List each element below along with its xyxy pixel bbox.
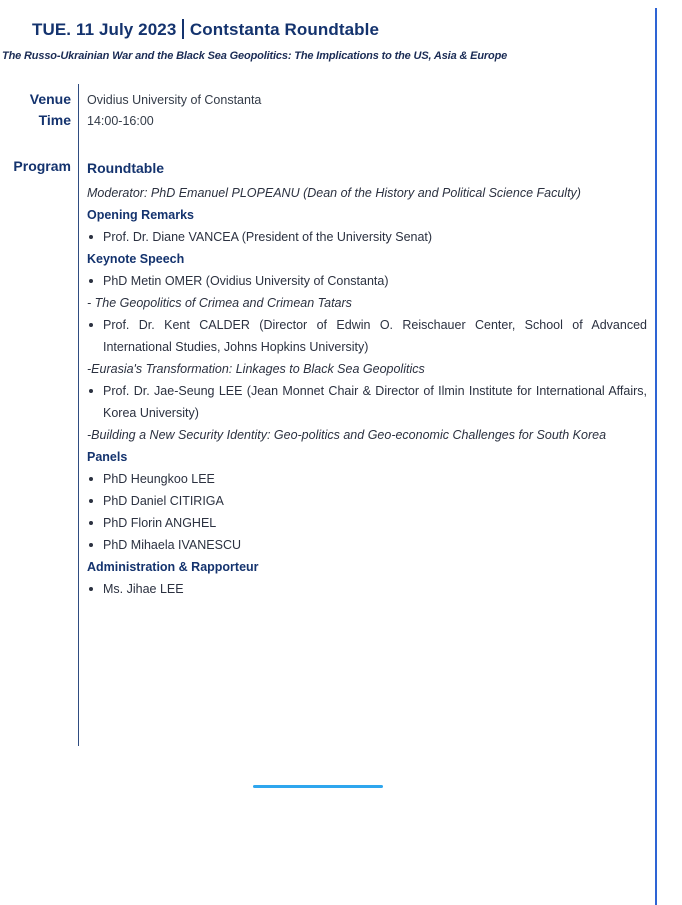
event-date: TUE. 11 July 2023 bbox=[32, 20, 177, 39]
keynote-talk-title: -Building a New Security Identity: Geo-politics and Geo-economic Challenges for South Korea bbox=[87, 428, 607, 442]
list-item: PhD Florin ANGHEL bbox=[87, 512, 647, 534]
list-item: PhD Mihaela IVANESCU bbox=[87, 534, 647, 556]
keynote-speaker: Prof. Dr. Jae-Seung LEE (Jean Monnet Chair & Director of Ilmin Institute for International Affairs, Korea University) bbox=[87, 380, 647, 424]
keynote-talk-title: - The Geopolitics of Crimea and Crimean Tatars bbox=[87, 296, 352, 310]
keynote-speaker: Prof. Dr. Kent CALDER (Director of Edwin O. Reischauer Center, School of Advanced International Studies, Johns Hopkins University) bbox=[87, 314, 647, 358]
venue-value: Ovidius University of Constanta bbox=[87, 93, 262, 107]
panels-title: Panels bbox=[87, 450, 128, 464]
admin-title: Administration & Rapporteur bbox=[87, 560, 259, 574]
time-value: 14:00-16:00 bbox=[87, 114, 154, 128]
page-subtitle: The Russo-Ukrainian War and the Black Sea Geopolitics: The Implications to the US, Asia & Europe bbox=[2, 50, 508, 62]
time-label: Time bbox=[38, 112, 71, 128]
keynote-title: Keynote Speech bbox=[87, 252, 185, 266]
opening-remarks-list bbox=[87, 226, 647, 248]
label-column-rule bbox=[78, 84, 79, 746]
keynote-talk-title: -Eurasia's Transformation: Linkages to Black Sea Geopolitics bbox=[87, 362, 425, 376]
title-separator bbox=[182, 19, 184, 39]
event-name: Contstanta Roundtable bbox=[189, 20, 379, 39]
decorative-bar bbox=[253, 785, 383, 788]
moderator-line: Moderator: PhD Emanuel PLOPEANU (Dean of the History and Political Science Faculty) bbox=[87, 186, 581, 200]
venue-label: Venue bbox=[29, 91, 71, 107]
keynote-list bbox=[87, 380, 647, 424]
keynote-list bbox=[87, 314, 647, 358]
list-item: PhD Heungkoo LEE bbox=[87, 468, 647, 490]
program-heading: Roundtable bbox=[87, 160, 164, 176]
program-section bbox=[87, 160, 647, 600]
opening-remarks-title: Opening Remarks bbox=[87, 208, 194, 222]
admin-list bbox=[87, 578, 647, 600]
list-item: PhD Daniel CITIRIGA bbox=[87, 490, 647, 512]
list-item: Prof. Dr. Diane VANCEA (President of the University Senat) bbox=[87, 226, 647, 248]
program-label: Program bbox=[13, 158, 71, 174]
list-item: Ms. Jihae LEE bbox=[87, 578, 647, 600]
page-title bbox=[32, 19, 379, 40]
panels-list bbox=[87, 468, 647, 556]
keynote-list bbox=[87, 270, 647, 292]
keynote-speaker: PhD Metin OMER (Ovidius University of Constanta) bbox=[87, 270, 647, 292]
page-right-rule bbox=[655, 8, 657, 905]
